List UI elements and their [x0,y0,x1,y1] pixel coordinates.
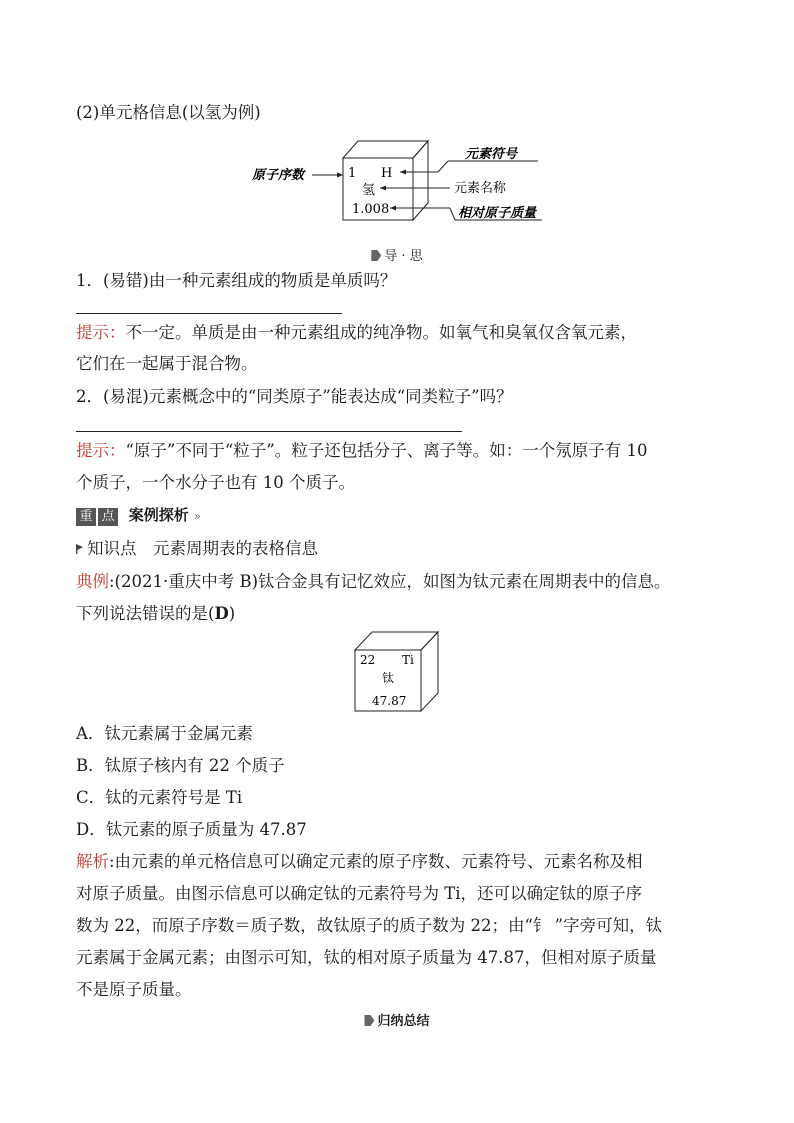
answer-1-line-2: 它们在一起属于混合物。 [76,354,258,373]
answer-line-2 [76,431,462,432]
hint-prefix-2: 提示： [76,441,126,460]
h-mass: 1.008 [352,202,390,217]
flag-icon [76,544,83,554]
ti-symbol: Ti [402,653,414,667]
option-a: A．钛元素属于金属元素 [76,724,253,743]
analysis-line-1: 解析:由元素的单元格信息可以确定元素的原子序数、元素符号、元素名称及相 [76,852,643,871]
double-chevron-icon: » [193,509,201,523]
answer-2-line-1: 提示：“原子”不同于“粒子”。粒子还包括分子、离子等。如：一个氖原子有 10 [76,441,648,460]
hint-prefix-1: 提示： [76,323,126,342]
hydrogen-cell-diagram [240,135,560,230]
analysis-line-4: 元素属于金属元素；由图示可知，钛的相对原子质量为 47.87，但相对原子质量 [76,948,657,967]
analysis-line-2: 对原子质量。由图示信息可以确定钛的元素符号为 Ti，还可以确定钛的原子序 [76,884,643,903]
answer-line-1 [76,313,342,314]
question-2: 2．(易混)元素概念中的“同类原子”能表达成“同类粒子”吗？ [76,387,513,406]
summary-header [0,1010,794,1029]
label-mass: 相对原子质量 [458,206,537,221]
option-b: B．钛原子核内有 22 个质子 [76,756,285,775]
analysis-label: 解析 [76,852,109,871]
h-symbol: H [381,166,393,181]
summary-icon [364,1015,374,1026]
guide-icon [371,250,381,261]
knowledge-point: 知识点 元素周期表的表格信息 [76,539,318,559]
key-tag-1: 重 [76,508,96,526]
key-title: 案例探析 [128,506,189,524]
analysis-line-5: 不是原子质量。 [76,980,192,999]
example-line-2: 下列说法错误的是(D) [76,604,236,623]
example-label: 典例 [76,572,109,591]
example-answer: D [214,604,229,623]
summary-label: 归纳总结 [377,1014,430,1029]
guide-label: 导 · 思 [384,249,423,264]
h-atomic-number: 1 [348,166,357,181]
option-c: C．钛的元素符号是 Ti [76,788,243,807]
label-name: 元素名称 [454,181,507,196]
titanium-cell-diagram [352,628,442,714]
answer-2-line-2: 个质子，一个水分子也有 10 个质子。 [76,473,355,492]
option-d: D．钛元素的原子质量为 47.87 [76,820,307,839]
ti-mass: 47.87 [372,694,407,708]
question-1: 1．(易错)由一种元素组成的物质是单质吗？ [76,271,397,290]
ti-atomic-number: 22 [360,653,376,667]
guide-header [0,245,794,264]
h-name: 氢 [362,183,376,198]
answer-1-line-1: 提示：不一定。单质是由一种元素组成的纯净物。如氧气和臭氧仅含氧元素， [76,323,637,342]
label-symbol: 元素符号 [465,147,518,162]
label-atomic-number: 原子序数 [252,168,305,183]
ti-name: 钛 [382,671,395,685]
key-tag-2: 点 [98,508,118,526]
example-line-1: 典例:(2021·重庆中考 B)钛合金具有记忆效应，如图为钛元素在周期表中的信息。 [76,572,671,591]
analysis-line-3: 数为 22，而原子序数＝质子数，故钛原子的质子数为 22；由“钅 ”字旁可知，钛 [76,916,663,935]
section-title: (2)单元格信息(以氢为例) [76,103,261,122]
key-section-header [76,504,201,526]
